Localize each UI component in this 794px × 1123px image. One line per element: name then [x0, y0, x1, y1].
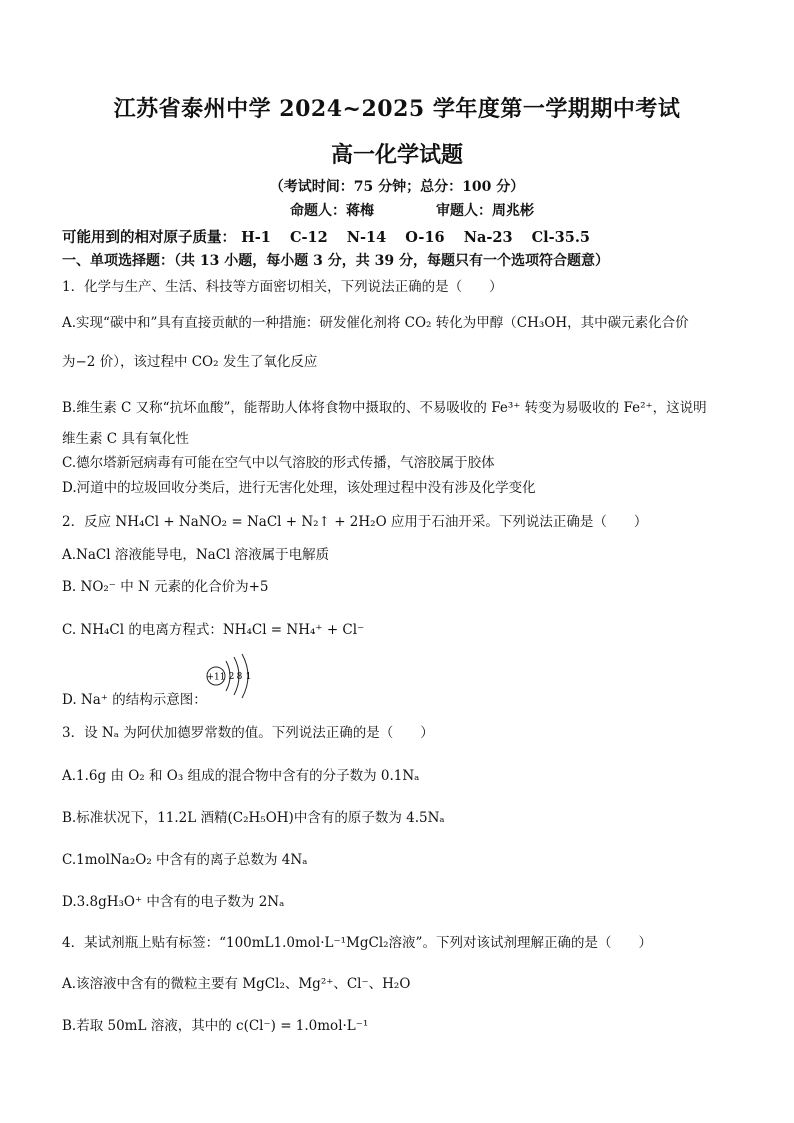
- question-4-option-b: B.若取 50mL 溶液，其中的 c(Cl⁻) = 1.0mol·L⁻¹: [62, 1018, 369, 1034]
- question-3-option-d: D.3.8gH₃O⁺ 中含有的电子数为 2Nₐ: [62, 894, 285, 910]
- shell-electrons-3: 1: [245, 672, 252, 682]
- question-1-option-b-line2: 维生素 C 具有氧化性: [62, 431, 189, 447]
- question-1-option-a-line1: A.实现“碳中和”具有直接贡献的一种措施：研发催化剂将 CO₂ 转化为甲醇（CH₃OH，其中碳元素化合价: [62, 315, 689, 331]
- author-row: [0, 200, 794, 220]
- atomic-mass-item: C-12: [289, 229, 328, 246]
- question-4-stem: 4．某试剂瓶上贴有标签：“100mL1.0mol·L⁻¹MgCl₂溶液”。下列对该试剂理解正确的是（ ）: [62, 935, 652, 951]
- atomic-masses: [62, 226, 604, 247]
- atomic-mass-item: N-14: [346, 229, 387, 246]
- section-heading: 一、单项选择题：（共 13 小题，每小题 3 分，共 39 分，每题只有一个选项符合题意）: [62, 253, 609, 269]
- question-1-option-c: C.德尔塔新冠病毒有可能在空气中以气溶胶的形式传播，气溶胶属于胶体: [62, 455, 495, 471]
- atomic-mass-item: Cl-35.5: [531, 229, 590, 246]
- question-1-option-b-line1: B.维生素 C 又称“抗坏血酸”，能帮助人体将食物中摄取的、不易吸收的 Fe³⁺ 转变为易吸收的 Fe²⁺，这说明: [62, 400, 707, 416]
- question-1-option-d: D.河道中的垃圾回收分类后，进行无害化处理，该处理过程中没有涉及化学变化: [62, 480, 536, 496]
- reviewer-label: 审题人：周兆彬: [436, 203, 534, 219]
- atomic-mass-item: Na-23: [463, 229, 513, 246]
- atomic-masses-label: 可能用到的相对原子质量：: [62, 229, 236, 246]
- exam-title: 江苏省泰州中学 2024~2025 学年度第一学期期中考试: [113, 96, 681, 122]
- atomic-mass-item: H-1: [241, 229, 271, 246]
- exam-subtitle: 高一化学试题: [330, 142, 463, 168]
- sodium-ion-structure-diagram: [204, 651, 260, 701]
- shell-electrons-2: 8: [236, 672, 243, 682]
- question-1-option-a-line2: 为−2 价），该过程中 CO₂ 发生了氧化反应: [62, 354, 318, 370]
- author-label: 命题人：蒋梅: [290, 203, 374, 219]
- question-2-option-d: D. Na⁺ 的结构示意图：: [62, 692, 207, 708]
- question-2-option-b: B. NO₂⁻ 中 N 元素的化合价为+5: [62, 579, 269, 595]
- question-3-option-a: A.1.6g 由 O₂ 和 O₃ 组成的混合物中含有的分子数为 0.1Nₐ: [62, 768, 420, 784]
- question-2-stem: 2．反应 NH₄Cl + NaNO₂ = NaCl + N₂↑ + 2H₂O 应用于石油开采。下列说法正确是（ ）: [62, 514, 648, 530]
- question-3-option-b: B.标准状况下，11.2L 酒精(C₂H₅OH)中含有的原子数为 4.5Nₐ: [62, 810, 445, 826]
- nucleus-charge: +11: [206, 672, 226, 683]
- exam-info: （考试时间：75 分钟；总分：100 分）: [269, 179, 525, 195]
- question-2-option-c: C. NH₄Cl 的电离方程式：NH₄Cl = NH₄⁺ + Cl⁻: [62, 622, 365, 638]
- question-1-stem: 1．化学与生产、生活、科技等方面密切相关，下列说法正确的是（ ）: [62, 279, 503, 295]
- question-3-option-c: C.1molNa₂O₂ 中含有的离子总数为 4Nₐ: [62, 852, 308, 868]
- question-4-option-a: A.该溶液中含有的微粒主要有 MgCl₂、Mg²⁺、Cl⁻、H₂O: [62, 976, 411, 992]
- question-2-option-a: A.NaCl 溶液能导电，NaCl 溶液属于电解质: [62, 547, 330, 563]
- shell-electrons-1: 2: [228, 672, 235, 682]
- question-3-stem: 3．设 Nₐ 为阿伏加德罗常数的值。下列说法正确的是（ ）: [62, 725, 434, 741]
- atomic-mass-item: O-16: [405, 229, 445, 246]
